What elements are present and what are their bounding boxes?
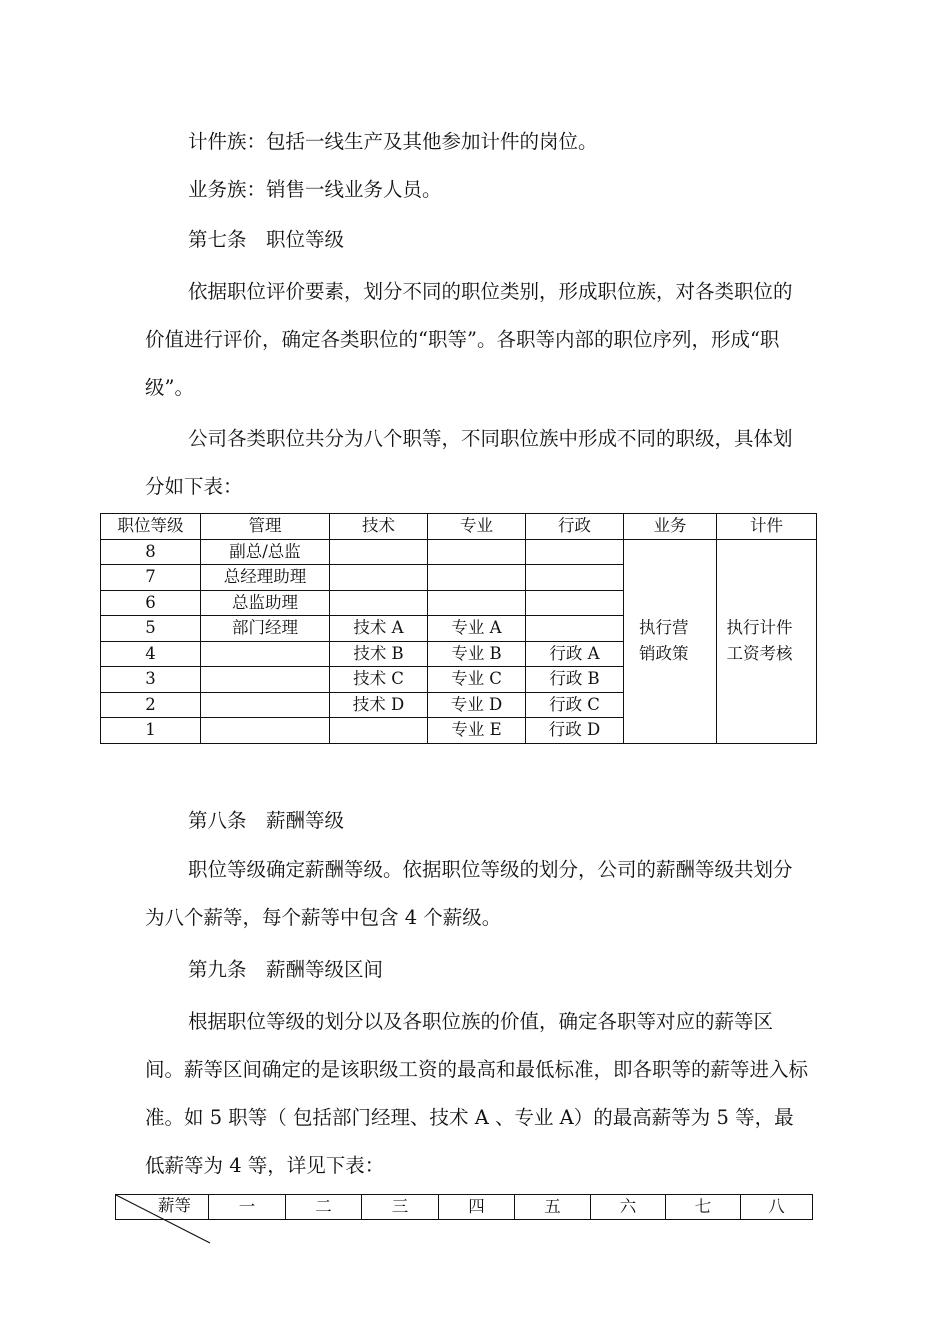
professional-cell: 专业 D	[428, 692, 526, 718]
article-7-heading: 第七条 职位等级	[188, 228, 345, 251]
header-cell: 行政	[526, 514, 624, 540]
paragraph-business-family: 业务族：销售一线业务人员。	[188, 178, 442, 201]
piecework-text: 执行计件工资考核	[726, 618, 793, 663]
administrative-cell: 行政 A	[526, 641, 624, 667]
pay-grade-header-cell: 一	[209, 1195, 286, 1220]
management-cell: 总监助理	[201, 590, 330, 616]
paragraph-job-grade-count: 公司各类职位共分为八个职等，不同职位族中形成不同的职级，具体划分如下表：	[145, 427, 793, 498]
paragraph-job-grade-intro: 依据职位评价要素，划分不同的职位类别，形成职位族，对各类职位的价值进行评价，确定各类职位的“职等”。各职等内部的职位序列，形成“职级”。	[145, 280, 793, 399]
professional-cell: 专业 B	[428, 641, 526, 667]
header-cell: 计件	[717, 514, 817, 540]
corner-label: 薪等	[158, 1196, 191, 1215]
business-text: 执行营销政策	[639, 618, 689, 663]
header-cell: 技术	[330, 514, 428, 540]
article-9-heading: 第九条 薪酬等级区间	[188, 958, 384, 981]
level-cell: 3	[101, 667, 201, 693]
management-cell: 部门经理	[201, 616, 330, 642]
level-cell: 2	[101, 692, 201, 718]
paragraph-pay-grade-range: 根据职位等级的划分以及各职位族的价值，确定各职等对应的薪等区间。薪等区间确定的是该职级工资的最高和最低标准，即各职等的薪等进入标准。如 5 职等（ 包括部门经理、技术 A 、专业 A）的最高薪等为 5 等，最低薪等为 4 等，详见下表：	[145, 1010, 809, 1177]
pay-grade-header-cell: 三	[362, 1195, 439, 1220]
administrative-cell: 行政 B	[526, 667, 624, 693]
header-cell: 管理	[201, 514, 330, 540]
header-cell: 职位等级	[101, 514, 201, 540]
pay-grade-header-cell: 七	[666, 1195, 741, 1220]
header-cell: 业务	[624, 514, 717, 540]
technical-cell: 技术 C	[330, 667, 428, 693]
paragraph-pay-grade-intro: 职位等级确定薪酬等级。依据职位等级的划分，公司的薪酬等级共划分为八个薪等，每个薪等中包含 4 个薪级。	[145, 858, 793, 929]
technical-cell: 技术 D	[330, 692, 428, 718]
article-8-heading: 第八条 薪酬等级	[188, 809, 345, 832]
management-cell: 总经理助理	[201, 565, 330, 591]
pay-grade-header-cell: 六	[591, 1195, 666, 1220]
technical-cell: 技术 B	[330, 641, 428, 667]
pay-grade-header-cell: 二	[286, 1195, 362, 1220]
management-cell: 副总/总监	[201, 539, 330, 565]
level-cell: 7	[101, 565, 201, 591]
administrative-cell: 行政 C	[526, 692, 624, 718]
level-cell: 4	[101, 641, 201, 667]
pay-grade-header-cell: 八	[741, 1195, 813, 1220]
paragraph-piecework-family: 计件族：包括一线生产及其他参加计件的岗位。	[188, 130, 598, 153]
header-cell: 专业	[428, 514, 526, 540]
level-cell: 5	[101, 616, 201, 642]
professional-cell: 专业 A	[428, 616, 526, 642]
level-cell: 8	[101, 539, 201, 565]
pay-grade-header-cell: 四	[439, 1195, 515, 1220]
administrative-cell: 行政 D	[526, 718, 624, 744]
level-cell: 1	[101, 718, 201, 744]
pay-grade-header-cell: 五	[515, 1195, 591, 1220]
technical-cell: 技术 A	[330, 616, 428, 642]
level-cell: 6	[101, 590, 201, 616]
professional-cell: 专业 E	[428, 718, 526, 744]
professional-cell: 专业 C	[428, 667, 526, 693]
